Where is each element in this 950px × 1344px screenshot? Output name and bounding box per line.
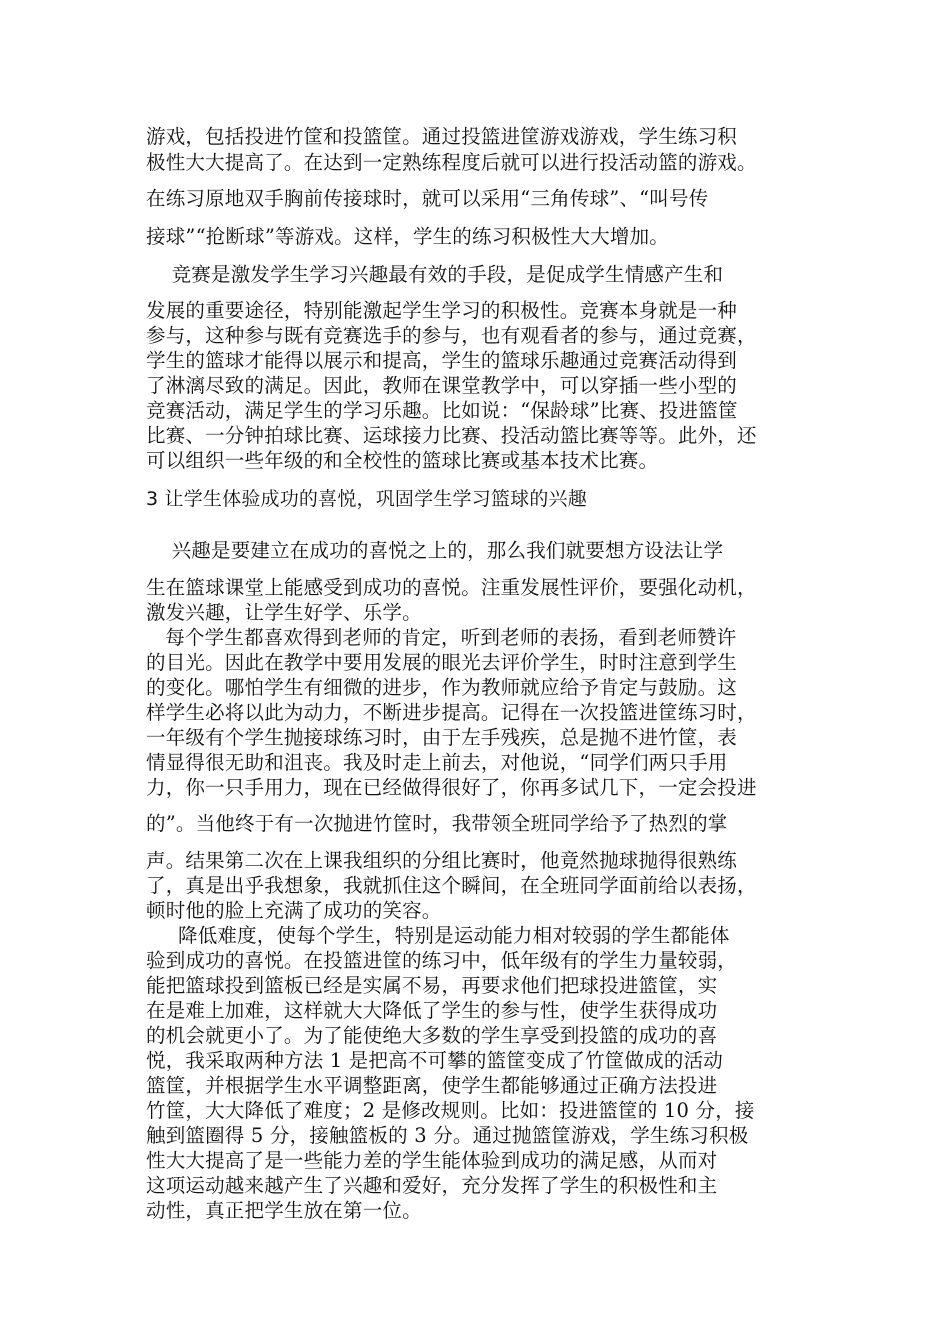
text-line: 极性大大提高了。在达到一定熟练程度后就可以进行投活动篮的游戏。 bbox=[146, 151, 757, 174]
text-line: 竹筐，大大降低了难度；2 是修改规则。比如：投进篮筐的 10 分，接 bbox=[146, 1099, 755, 1122]
text-line: 情显得很无助和沮丧。我及时走上前去，对他说，“同学们两只手用 bbox=[146, 751, 728, 774]
text-line: 的机会就更小了。为了能使绝大多数的学生享受到投篮的成功的喜 bbox=[146, 1024, 718, 1047]
text-line: 比赛、一分钟拍球比赛、运球接力比赛、投活动篮比赛等等。此外，还 bbox=[146, 424, 757, 447]
text-line: 力，你一只手用力，现在已经做得很好了，你再多试几下，一定会投进 bbox=[146, 776, 757, 799]
text-line: 生在篮球课堂上能感受到成功的喜悦。注重发展性评价，要强化动机， bbox=[146, 576, 757, 599]
text-line: 每个学生都喜欢得到老师的肯定，听到老师的表扬，看到老师赞许 bbox=[146, 626, 737, 649]
section-heading: 3 让学生体验成功的喜悦，巩固学生学习篮球的兴趣 bbox=[146, 488, 587, 510]
text-line: 参与，这种参与既有竞赛选手的参与，也有观看者的参与，通过竞赛， bbox=[146, 324, 757, 347]
text-line: 了，真是出乎我想象，我就抓住这个瞬间，在全班同学面前给以表扬， bbox=[146, 874, 757, 897]
text-line: 样学生必将以此为动力，不断进步提高。记得在一次投篮进筐练习时， bbox=[146, 701, 757, 724]
text-line: 激发兴趣，让学生好学、乐学。 bbox=[146, 601, 422, 624]
text-line: 这项运动越来越产生了兴趣和爱好，充分发挥了学生的积极性和主 bbox=[146, 1174, 718, 1197]
text-line: 的目光。因此在教学中要用发展的眼光去评价学生，时时注意到学生 bbox=[146, 651, 738, 674]
text-line: 接球”“抢断球”等游戏。这样，学生的练习积极性大大增加。 bbox=[146, 225, 670, 248]
text-line: 发展的重要途径，特别能激起学生学习的积极性。竞赛本身就是一种 bbox=[146, 299, 738, 322]
text-line: 竞赛活动，满足学生的学习乐趣。比如说：“保龄球”比赛、投进篮筐 bbox=[146, 399, 738, 422]
text-line: 触到篮圈得 5 分，接触篮板的 3 分。通过抛篮筐游戏，学生练习积极 bbox=[146, 1124, 749, 1147]
text-line: 兴趣是要建立在成功的喜悦之上的，那么我们就要想方设法让学 bbox=[146, 539, 724, 562]
text-line: 验到成功的喜悦。在投篮进筐的练习中，低年级有的学生力量较弱， bbox=[146, 949, 738, 972]
text-line: 能把篮球投到篮板已经是实属不易，再要求他们把球投进篮筐，实 bbox=[146, 974, 718, 997]
text-line: 的变化。哪怕学生有细微的进步，作为教师就应给予肯定与鼓励。这 bbox=[146, 676, 738, 699]
text-line: 篮筐，并根据学生水平调整距离，使学生都能够通过正确方法投进 bbox=[146, 1074, 718, 1097]
text-line: 在是难上加难，这样就大大降低了学生的参与性，使学生获得成功 bbox=[146, 999, 718, 1022]
text-line: 降低难度，使每个学生，特别是运动能力相对较弱的学生都能体 bbox=[146, 924, 730, 947]
text-line: 游戏，包括投进竹筐和投篮筐。通过投篮进筐游戏游戏，学生练习积 bbox=[146, 125, 738, 148]
text-line: 悦，我采取两种方法 1 是把高不可攀的篮筐变成了竹筐做成的活动 bbox=[146, 1049, 724, 1072]
text-line: 可以组织一些年级的和全校性的篮球比赛或基本技术比赛。 bbox=[146, 449, 659, 472]
text-line: 了淋漓尽致的满足。因此，教师在课堂教学中，可以穿插一些小型的 bbox=[146, 374, 738, 397]
text-line: 顿时他的脸上充满了成功的笑容。 bbox=[146, 899, 442, 922]
text-line: 在练习原地双手胸前传接球时，就可以采用“三角传球”、“叫号传 bbox=[146, 187, 709, 210]
text-line: 竞赛是激发学生学习兴趣最有效的手段，是促成学生情感产生和 bbox=[146, 263, 724, 286]
text-line: 性大大提高了是一些能力差的学生能体验到成功的满足感，从而对 bbox=[146, 1149, 718, 1172]
text-line: 学生的篮球才能得以展示和提高，学生的篮球乐趣通过竞赛活动得到 bbox=[146, 349, 738, 372]
text-line: 动性，真正把学生放在第一位。 bbox=[146, 1199, 422, 1222]
text-line: 的”。当他终于有一次抛进竹筐时，我带领全班同学给予了热烈的掌 bbox=[146, 812, 728, 835]
text-line: 一年级有个学生抛接球练习时，由于左手残疾，总是抛不进竹筐，表 bbox=[146, 726, 738, 749]
text-line: 声。结果第二次在上课我组织的分组比赛时，他竟然抛球抛得很熟练 bbox=[146, 849, 738, 872]
